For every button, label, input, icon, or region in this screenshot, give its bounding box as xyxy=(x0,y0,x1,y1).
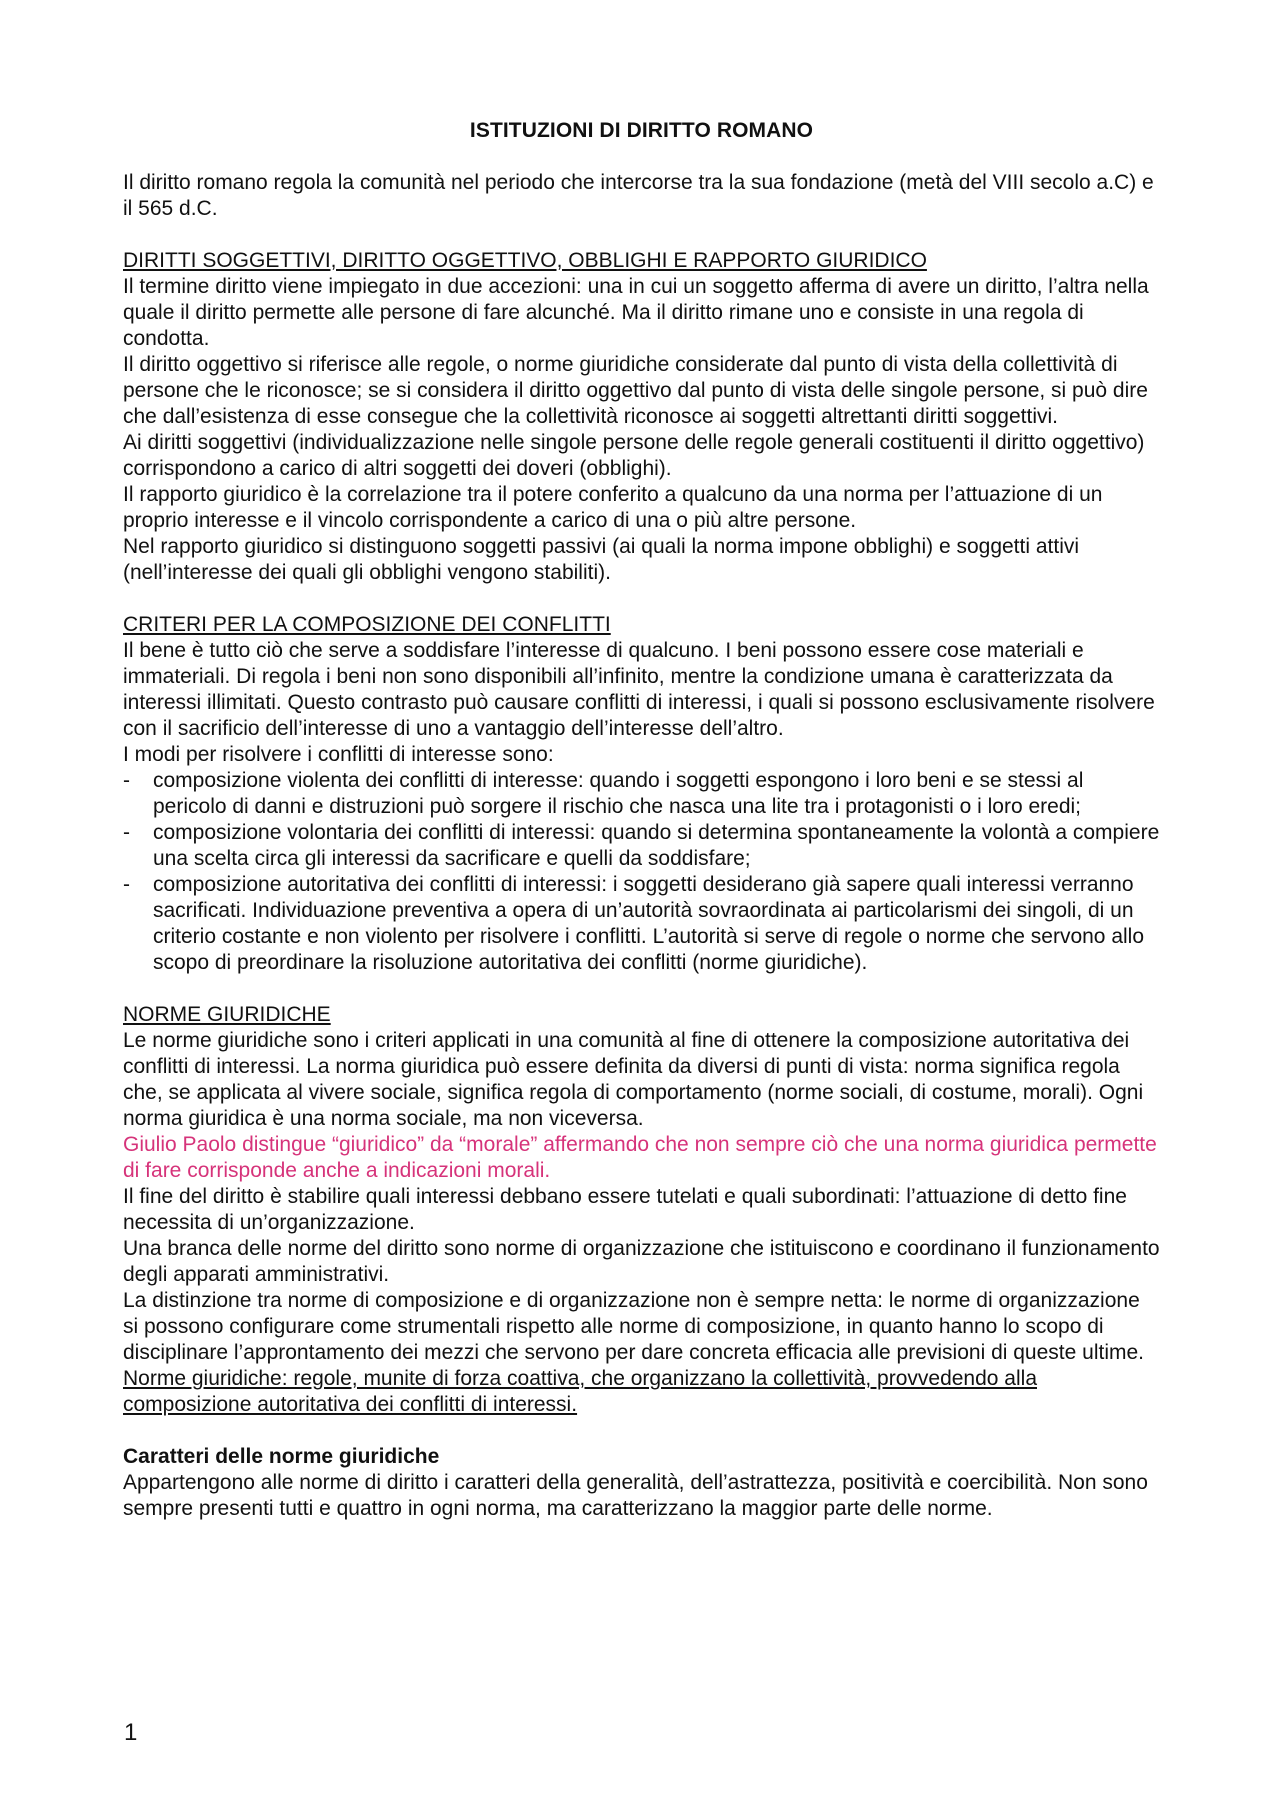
paragraph: Il bene è tutto ciò che serve a soddisfare l’interesse di qualcuno. I beni possono essere cose materiali e immateriali. Di regola i beni non sono disponibili all’infinito, mentre la condizione umana è caratterizzata da interessi illimitati. Questo contrasto può causare conflitti di interessi, i quali si possono esclusivamente risolvere con il sacrificio dell’interesse di uno a vantaggio dell’interesse dell’altro. xyxy=(123,639,1155,740)
document-title: ISTITUZIONI DI DIRITTO ROMANO xyxy=(469,119,814,142)
paragraph: La distinzione tra norme di composizione e di organizzazione non è sempre netta: le norme di organizzazione si possono configurare come strumentali rispetto alle norme di composizione, in quanto hanno lo scopo di disciplinare l’approntamento dei mezzi che servono per dare concreta efficacia alle previsioni di queste ultime. xyxy=(123,1289,1144,1364)
conflict-modes-list xyxy=(123,768,1160,976)
paragraph: Le norme giuridiche sono i criteri applicati in una comunità al fine di ottenere la composizione autoritativa dei conflitti di interessi. La norma giuridica può essere definita da diversi di punti di vista: norma significa regola che, se applicata al vivere sociale, significa regola di comportamento (norme sociali, di costume, morali). Ogni norma giuridica è una norma sociale, ma non viceversa. xyxy=(123,1029,1144,1130)
highlighted-note: Giulio Paolo distingue “giuridico” da “morale” affermando che non sempre ciò che una norma giuridica permette di fare corrisponde anche a indicazioni morali. xyxy=(123,1133,1157,1182)
paragraph: Appartengono alle norme di diritto i caratteri della generalità, dell’astrattezza, positività e coercibilità. Non sono sempre presenti tutti e quattro in ogni norma, ma caratterizzano la maggior parte delle norme. xyxy=(123,1471,1148,1520)
section-criteri xyxy=(123,612,1160,976)
list-item: - composizione autoritativa dei conflitti di interessi: i soggetti desiderano già sapere quali interessi verranno sacrificati. Individuazione preventiva a opera di un’autorità sovraordinata ai particolarismi dei singoli, di un criterio costante e non violento per risolvere i conflitti. L’autorità si serve di regole o norme che servono allo scopo di preordinare la risoluzione autoritativa dei conflitti (norme giuridiche). xyxy=(123,872,1160,976)
section-heading-diritti: DIRITTI SOGGETTIVI, DIRITTO OGGETTIVO, OBBLIGHI E RAPPORTO GIURIDICO xyxy=(123,249,927,272)
section-heading-criteri: CRITERI PER LA COMPOSIZIONE DEI CONFLITTI xyxy=(123,613,611,636)
section-norme xyxy=(123,1002,1160,1418)
paragraph: Il rapporto giuridico è la correlazione tra il potere conferito a qualcuno da una norma per l’attuazione di un proprio interesse e il vincolo corrispondente a carico di una o più altre persone. xyxy=(123,483,1103,532)
paragraph: Una branca delle norme del diritto sono norme di organizzazione che istituiscono e coordinano il funzionamento degli apparati amministrativi. xyxy=(123,1237,1160,1286)
paragraph: Il diritto oggettivo si riferisce alle regole, o norme giuridiche considerate dal punto di vista della collettività di persone che le riconosce; se si considera il diritto oggettivo dal punto di vista delle singole persone, si può dire che dall’esistenza di esse consegue che la collettività riconosce ai soggetti altrettanti diritti soggettivi. xyxy=(123,353,1148,428)
section-diritti xyxy=(123,248,1160,586)
intro-paragraph: Il diritto romano regola la comunità nel periodo che intercorse tra la sua fondazione (metà del VIII secolo a.C) e il 565 d.C. xyxy=(123,171,1154,220)
section-heading-norme: NORME GIURIDICHE xyxy=(123,1003,331,1026)
section-caratteri xyxy=(123,1444,1160,1522)
paragraph: Ai diritti soggettivi (individualizzazione nelle singole persone delle regole generali costituenti il diritto oggettivo) corrispondono a carico di altri soggetti dei doveri (obblighi). xyxy=(123,431,1145,480)
list-item: - composizione violenta dei conflitti di interesse: quando i soggetti espongono i loro beni e se stessi al pericolo di danni e distruzioni può sorgere il rischio che nasca una lite tra i protagonisti o i loro eredi; xyxy=(123,768,1160,820)
list-item: - composizione volontaria dei conflitti di interessi: quando si determina spontaneamente la volontà a compiere una scelta circa gli interessi da sacrificare e quelli da soddisfare; xyxy=(123,820,1160,872)
paragraph: I modi per risolvere i conflitti di interesse sono: xyxy=(123,743,554,766)
definition-paragraph: Norme giuridiche: regole, munite di forza coattiva, che organizzano la collettività, provvedendo alla composizione autoritativa dei conflitti di interessi. xyxy=(123,1367,1037,1416)
paragraph: Il termine diritto viene impiegato in due accezioni: una in cui un soggetto afferma di avere un diritto, l’altra nella quale il diritto permette alle persone di fare alcunché. Ma il diritto rimane uno e consiste in una regola di condotta. xyxy=(123,275,1149,350)
subheading-caratteri: Caratteri delle norme giuridiche xyxy=(123,1445,440,1468)
page-number: 1 xyxy=(124,1719,138,1746)
paragraph: Nel rapporto giuridico si distinguono soggetti passivi (ai quali la norma impone obblighi) e soggetti attivi (nell’interesse dei quali gli obblighi vengono stabiliti). xyxy=(123,535,1080,584)
paragraph: Il fine del diritto è stabilire quali interessi debbano essere tutelati e quali subordinati: l’attuazione di detto fine necessita di un’organizzazione. xyxy=(123,1185,1127,1234)
